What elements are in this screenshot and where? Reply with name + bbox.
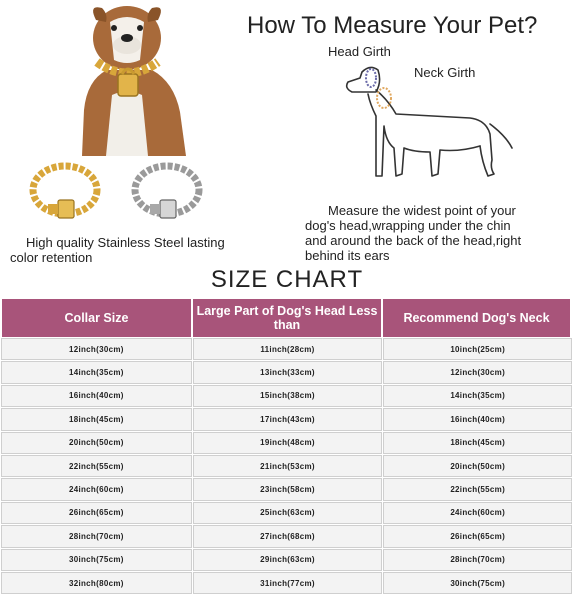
cell-neck-size: 18inch(45cm) — [383, 432, 572, 454]
dog-outline-diagram — [330, 56, 520, 186]
cell-neck-size: 24inch(60cm) — [383, 502, 572, 524]
table-row — [1, 525, 573, 548]
instruction-line-2: dog's head,wrapping under the chin — [305, 218, 511, 233]
cell-collar-size: 24inch(60cm) — [1, 478, 192, 500]
table-row — [1, 549, 573, 572]
cell-neck-size: 14inch(35cm) — [383, 385, 572, 407]
head-girth-label: Head Girth — [328, 44, 391, 59]
cell-collar-size: 12inch(30cm) — [1, 338, 192, 360]
table-row — [1, 502, 573, 525]
table-row — [1, 338, 573, 361]
cell-head-size: 13inch(33cm) — [193, 361, 383, 383]
table-row — [1, 361, 573, 384]
cell-neck-size: 30inch(75cm) — [383, 572, 572, 594]
cell-head-size: 21inch(53cm) — [193, 455, 383, 477]
cell-neck-size: 10inch(25cm) — [383, 338, 572, 360]
header-collar-size: Collar Size — [1, 298, 192, 338]
measure-instructions — [305, 203, 567, 263]
cell-head-size: 15inch(38cm) — [193, 385, 383, 407]
cell-neck-size: 20inch(50cm) — [383, 455, 572, 477]
cell-neck-size: 26inch(65cm) — [383, 525, 572, 547]
cell-head-size: 23inch(58cm) — [193, 478, 383, 500]
cell-head-size: 17inch(43cm) — [193, 408, 383, 430]
cell-head-size: 19inch(48cm) — [193, 432, 383, 454]
cell-collar-size: 16inch(40cm) — [1, 385, 192, 407]
instruction-line-1: Measure the widest point of your — [328, 203, 516, 218]
quality-description — [10, 235, 270, 265]
cell-head-size: 27inch(68cm) — [193, 525, 383, 547]
table-row — [1, 478, 573, 501]
cell-neck-size: 16inch(40cm) — [383, 408, 572, 430]
measure-guide-title: How To Measure Your Pet? — [247, 12, 538, 39]
cell-head-size: 29inch(63cm) — [193, 549, 383, 571]
cell-collar-size: 32inch(80cm) — [1, 572, 192, 594]
cell-neck-size: 22inch(55cm) — [383, 478, 572, 500]
cell-collar-size: 20inch(50cm) — [1, 432, 192, 454]
cell-collar-size: 28inch(70cm) — [1, 525, 192, 547]
size-chart-table — [1, 298, 573, 595]
table-row — [1, 408, 573, 431]
instruction-line-4: behind its ears — [305, 248, 390, 263]
dog-with-collar-photo — [62, 0, 192, 156]
quality-line-2: color retention — [10, 250, 93, 265]
header-neck-size: Recommend Dog's Neck — [382, 298, 571, 338]
cell-collar-size: 30inch(75cm) — [1, 549, 192, 571]
table-row — [1, 432, 573, 455]
cell-collar-size: 26inch(65cm) — [1, 502, 192, 524]
cell-collar-size: 22inch(55cm) — [1, 455, 192, 477]
header-head-size: Large Part of Dog's Head Less than — [192, 298, 382, 338]
neck-girth-label: Neck Girth — [414, 65, 476, 80]
cell-neck-size: 12inch(30cm) — [383, 361, 572, 383]
silver-collar-image — [126, 160, 208, 226]
table-row — [1, 385, 573, 408]
cell-collar-size: 14inch(35cm) — [1, 361, 192, 383]
table-row — [1, 455, 573, 478]
cell-collar-size: 18inch(45cm) — [1, 408, 192, 430]
table-header-row — [1, 298, 573, 338]
cell-head-size: 11inch(28cm) — [193, 338, 383, 360]
gold-collar-image — [24, 160, 106, 226]
cell-head-size: 25inch(63cm) — [193, 502, 383, 524]
instruction-line-3: and around the back of the head,right — [305, 233, 522, 248]
cell-neck-size: 28inch(70cm) — [383, 549, 572, 571]
quality-line-1: High quality Stainless Steel lasting — [26, 235, 225, 250]
table-row — [1, 572, 573, 595]
size-chart-title: SIZE CHART — [210, 266, 364, 293]
cell-head-size: 31inch(77cm) — [193, 572, 383, 594]
